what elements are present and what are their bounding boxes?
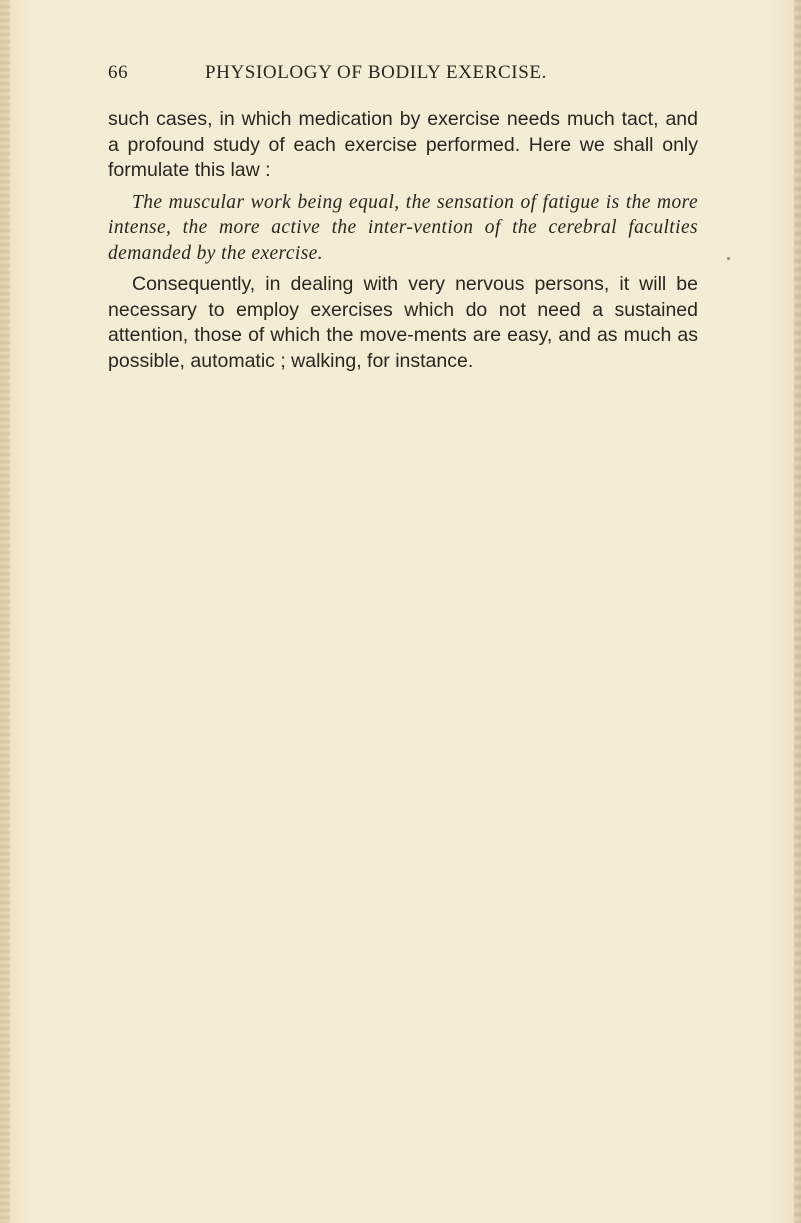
law-statement: The muscular work being equal, the sensation of fatigue is the more intense, the more active the inter-vention of the cerebral faculties demanded by the exercise. [108,191,698,264]
running-title: PHYSIOLOGY OF BODILY EXERCISE. [205,62,547,83]
paragraph-consequently: Consequently, in dealing with very nervous persons, it will be necessary to employ exercises which do not need a sustained attention, those of which the move-ments are easy, and as much as possible, automatic ; walking, for instance. [108,273,698,372]
page-right-edge [794,0,801,1223]
margin-speck [727,257,730,260]
page-body [108,107,698,374]
page-left-edge [0,0,10,1223]
page-header [108,62,698,92]
page-number: 66 [108,62,129,83]
paragraph-continuation: such cases, in which medication by exercise needs much tact, and a profound study of each exercise performed. Here we shall only formulate this law : [108,108,698,181]
